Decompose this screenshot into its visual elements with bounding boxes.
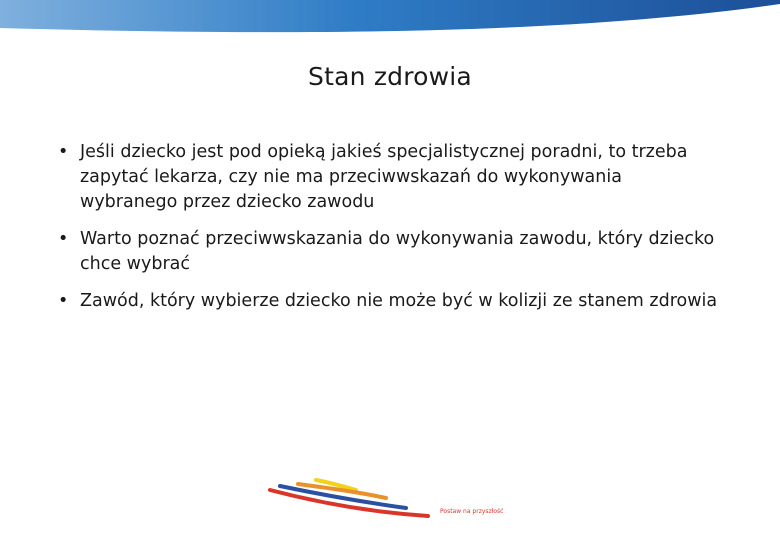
bullet-text: Jeśli dziecko jest pod opieką jakieś specjalistycznej poradni, to trzeba zapytać lekarza, czy nie ma przeciwwskazań do wykonywania wybranego przez dziecko zawodu [80,142,688,212]
bullet-marker: • [58,291,69,311]
bullet-marker: • [58,229,69,249]
bullet-item [58,140,718,215]
bullet-text: Warto poznać przeciwwskazania do wykonywania zawodu, który dziecko chce wybrać [80,229,715,274]
bullet-list [58,140,718,326]
bullet-text: Zawód, który wybierze dziecko nie może być w kolizji ze stanem zdrowia [80,291,718,311]
header-band [0,0,780,42]
bullet-marker: • [58,142,69,162]
logo-tagline: Postaw na przyszłość [440,508,504,515]
bullet-item [58,289,718,314]
footer-logo [268,470,508,525]
logo-swoosh-icon [268,470,508,525]
slide-title: Stan zdrowia [308,62,472,91]
bullet-item [58,227,718,277]
